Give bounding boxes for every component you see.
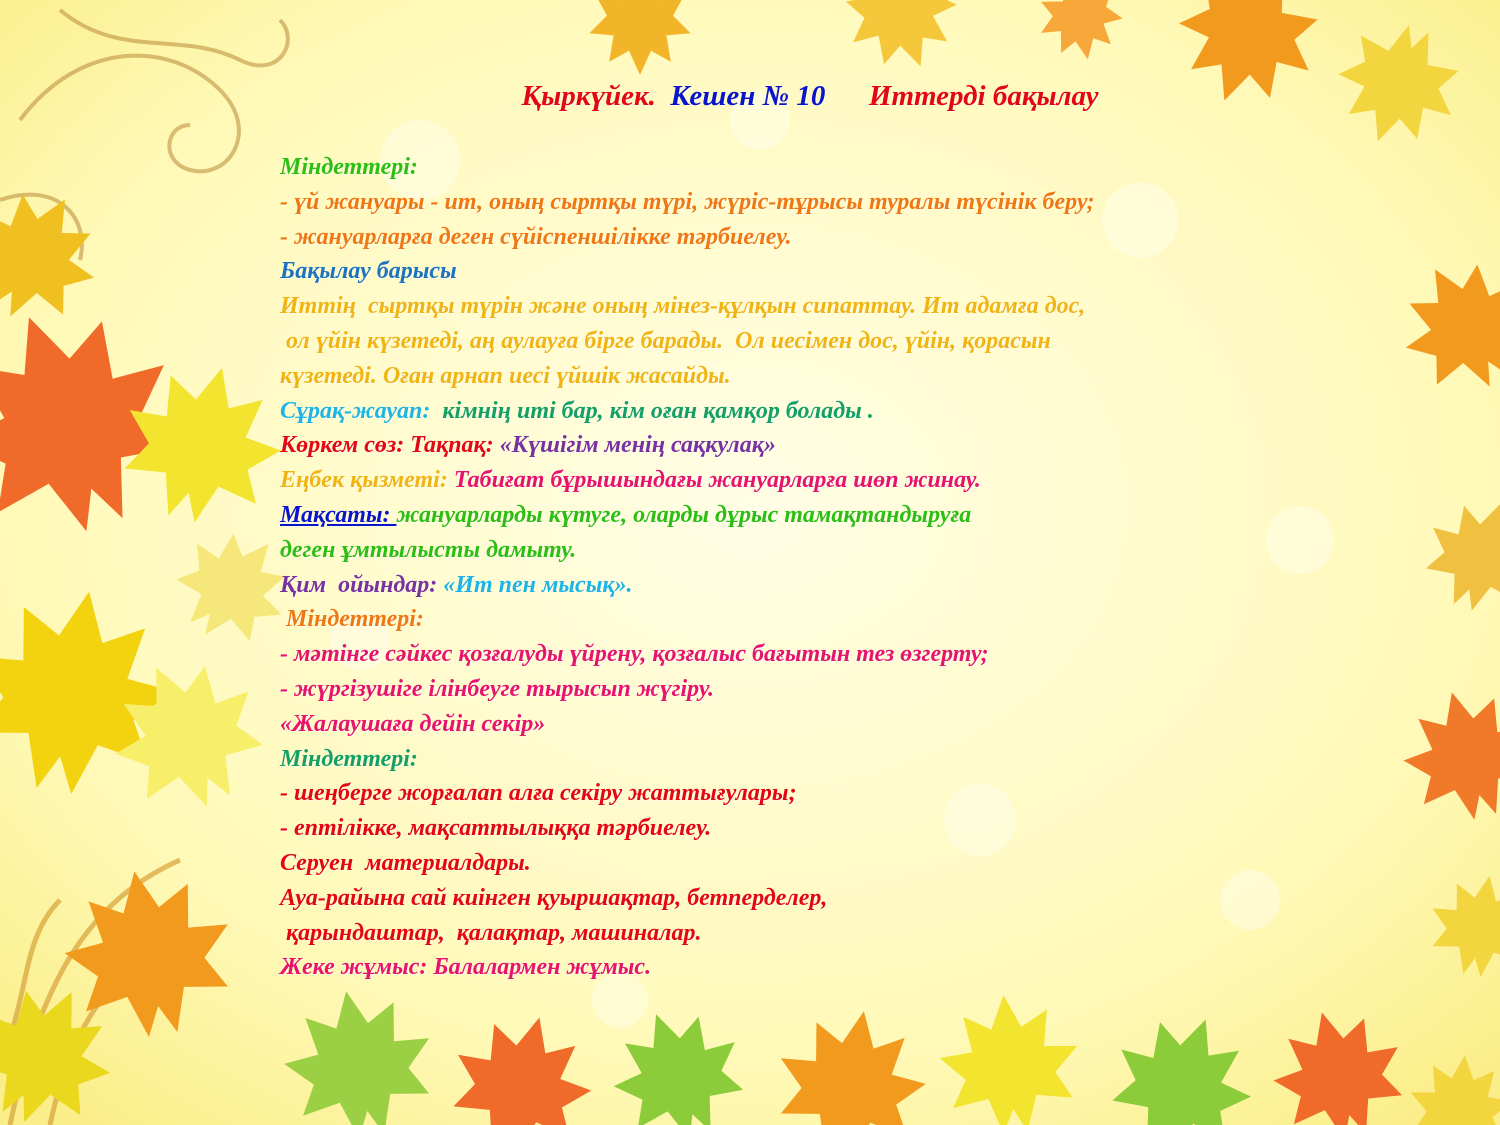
text-line <box>280 500 971 530</box>
text-line: Иттің сыртқы түрін және оның мінез-құлқын сипаттау. Ит адамға дос, <box>280 293 1086 320</box>
text-line: Ауа-райына сай киінген қуыршақтар, бетпердeлер, <box>280 884 828 911</box>
text-line: Серуен материалдары. <box>280 850 531 876</box>
text-line: Міндеттері: <box>280 154 418 180</box>
slide-title <box>280 80 1340 113</box>
text-line: Жеке жұмыс: Балалармен жұмыс. <box>280 954 652 981</box>
text-segment: кімнің иті бар, кім оған қамқор болады . <box>442 397 874 424</box>
text-segment: Көркем сөз: Тақпақ: <box>280 432 500 459</box>
text-segment: «Ит пен мысық». <box>443 571 633 598</box>
text-segment: Мақсаты: <box>280 502 397 528</box>
text-line: - жануарларға деген сүйіспеншілікке тәрбиелеу. <box>280 223 792 250</box>
title-topic: Иттерді бақылау <box>868 80 1099 112</box>
text-line: - шеңберге жорғалап алға секіру жаттығулары; <box>280 780 797 807</box>
text-line: ол үйін күзетеді, аң аулауға бірге барады. Ол иесімен дос, үйін, қорасын <box>280 328 1051 354</box>
text-segment: Сұрақ-жауап: <box>280 397 443 424</box>
text-line <box>280 430 776 460</box>
text-segment: «Күшігім менің сақкулақ» <box>499 432 776 459</box>
text-line: «Жалаушаға дейін секір» <box>280 710 546 737</box>
text-segment: Қим ойындар: <box>280 571 444 598</box>
text-line: Міндеттері: <box>280 606 424 633</box>
text-segment: жануарларды күтуге, оларды дұрыс тамақтандыруға <box>396 502 972 528</box>
text-line: - ептілікке, мақсаттылыққа тәрбиелеу. <box>280 815 712 842</box>
title-complex: Кешен № 10 <box>670 80 826 112</box>
text-line: - үй жануары - ит, оның сыртқы түрі, жүріс-тұрысы туралы түсінік беру; <box>280 188 1095 215</box>
text-line: деген ұмтылысты дамыту. <box>280 536 577 563</box>
text-line <box>280 570 633 600</box>
text-line: Міндеттері: <box>280 745 418 772</box>
text-line <box>280 465 981 495</box>
text-line <box>280 396 874 426</box>
text-line: - жүргізушіге ілінбеуге тырысып жүгіру. <box>280 676 714 702</box>
text-segment: Еңбек қызметі: <box>280 467 454 494</box>
text-line: Бақылау барысы <box>280 258 457 285</box>
text-line: күзетеді. Оған арнап иесі үйшік жасайды. <box>280 362 731 389</box>
text-line: - мәтінге сәйкес қозғалуды үйрену, қозғалыс бағытын тез өзгерту; <box>280 641 989 668</box>
text-line: қарындаштар, қалақтар, машиналар. <box>280 919 702 946</box>
title-month: Қыркүйек. <box>521 80 656 112</box>
text-segment: Табиғат бұрышындағы жануарларға шөп жинау. <box>453 467 981 494</box>
